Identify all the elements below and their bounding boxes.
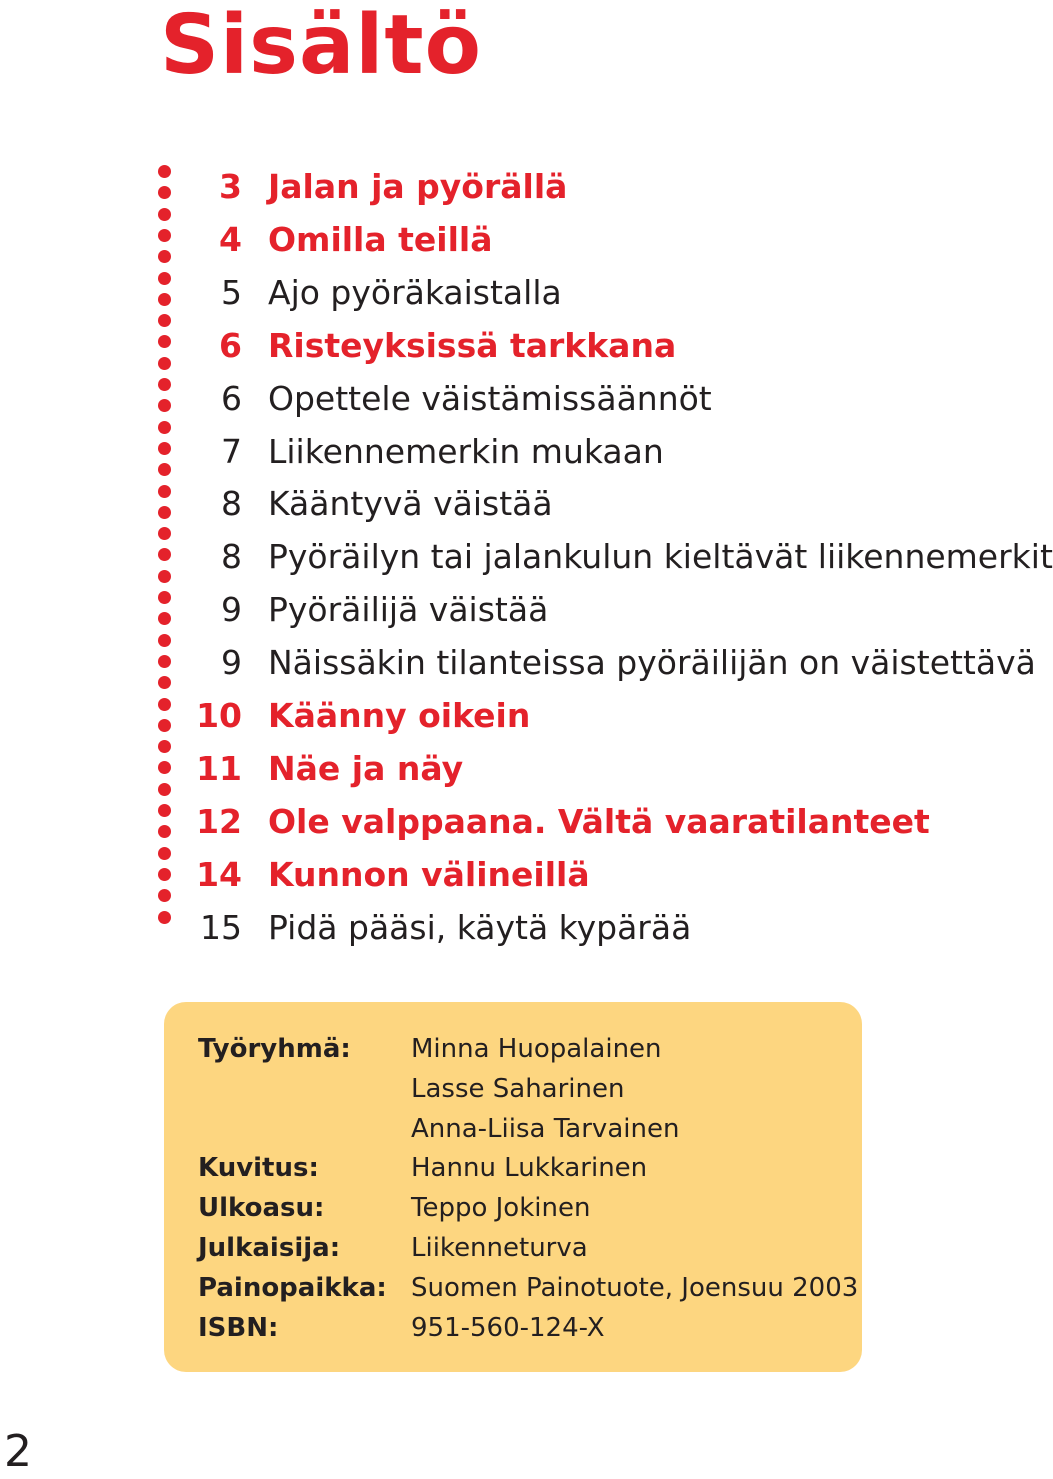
toc-page-number: 5	[221, 272, 242, 312]
toc-page-number: 10	[196, 696, 242, 735]
toc-entry	[0, 266, 960, 319]
toc-page-number: 7	[221, 431, 242, 471]
credit-label: Painopaikka:	[198, 1272, 387, 1303]
toc-entry-title: Käänny oikein	[268, 696, 531, 735]
toc-page-number: 6	[219, 325, 242, 365]
toc-page-number: 8	[221, 484, 242, 524]
toc-page-number: 4	[219, 219, 242, 259]
toc-entry	[0, 636, 1036, 689]
toc-page-number: 9	[221, 590, 242, 630]
toc-page-number: 12	[196, 801, 242, 841]
toc-page-number: 15	[200, 907, 242, 947]
toc-entry-title: Omilla teillä	[268, 219, 493, 259]
toc-entry-title: Opettele väistämissäännöt	[268, 378, 712, 418]
credit-value: Teppo Jokinen	[411, 1193, 591, 1224]
toc-entry-title: Pyöräilijä väistää	[268, 590, 549, 630]
credit-row	[198, 1268, 898, 1308]
toc-entry	[0, 795, 960, 848]
toc-entry-title: Jalan ja pyörällä	[268, 167, 568, 206]
toc-entry-title: Näe ja näy	[268, 748, 464, 788]
credit-row	[198, 1148, 898, 1188]
credit-value: Minna Huopalainen	[411, 1034, 662, 1064]
toc-entry	[0, 213, 960, 266]
credit-value: 951-560-124-X	[411, 1312, 605, 1343]
credit-label: Ulkoasu:	[198, 1193, 325, 1224]
toc-entry	[0, 477, 960, 530]
credit-label: Julkaisija:	[198, 1233, 341, 1263]
toc-entry	[0, 583, 960, 636]
toc-entry-title: Risteyksissä tarkkana	[268, 325, 677, 365]
credit-row	[198, 1188, 898, 1228]
toc-entry-title: Pyöräilyn tai jalankulun kieltävät liikennemerkit	[268, 537, 1053, 577]
toc-entry	[0, 530, 1053, 583]
toc-page-number: 9	[221, 643, 242, 683]
credit-value: Suomen Painotuote, Joensuu 2003	[411, 1272, 859, 1303]
toc-entry-title: Pidä pääsi, käytä kypärää	[268, 907, 692, 947]
toc-entry	[0, 689, 960, 742]
toc-entry-title: Ajo pyöräkaistalla	[268, 272, 562, 312]
page-number: 2	[4, 1426, 32, 1477]
toc-entry-title: Näissäkin tilanteissa pyöräilijän on väistettävä	[268, 643, 1036, 683]
toc-page-number: 14	[196, 854, 242, 894]
credit-value: Lasse Saharinen	[411, 1073, 625, 1104]
credit-label: ISBN:	[198, 1312, 279, 1343]
credit-label: Työryhmä:	[198, 1034, 351, 1064]
toc-entry	[0, 425, 960, 478]
toc-page-number: 6	[221, 378, 242, 418]
credit-label: Kuvitus:	[198, 1153, 319, 1184]
toc-entry	[0, 848, 960, 901]
toc-entry	[0, 742, 960, 795]
page-title: Sisältö	[160, 0, 482, 93]
credit-row	[198, 1029, 898, 1069]
toc-entry	[0, 319, 960, 372]
credit-row	[198, 1308, 898, 1348]
toc-entry-title: Kunnon välineillä	[268, 854, 590, 894]
credit-value: Anna-Liisa Tarvainen	[411, 1113, 680, 1144]
toc-entry	[0, 160, 960, 213]
toc-entry-title: Ole valppaana. Vältä vaaratilanteet	[268, 801, 930, 841]
credit-value: Hannu Lukkarinen	[411, 1153, 648, 1184]
toc-page-number: 8	[221, 537, 242, 577]
credit-value: Liikenneturva	[411, 1233, 588, 1263]
credit-row	[198, 1109, 898, 1149]
toc-entry-title: Kääntyvä väistää	[268, 484, 553, 524]
credit-row	[198, 1228, 898, 1268]
credit-row	[198, 1069, 898, 1109]
toc-entry-title: Liikennemerkin mukaan	[268, 431, 664, 471]
toc-entry	[0, 901, 960, 954]
toc-page-number: 3	[219, 167, 242, 206]
toc-page-number: 11	[196, 748, 242, 788]
toc-entry	[0, 372, 960, 425]
